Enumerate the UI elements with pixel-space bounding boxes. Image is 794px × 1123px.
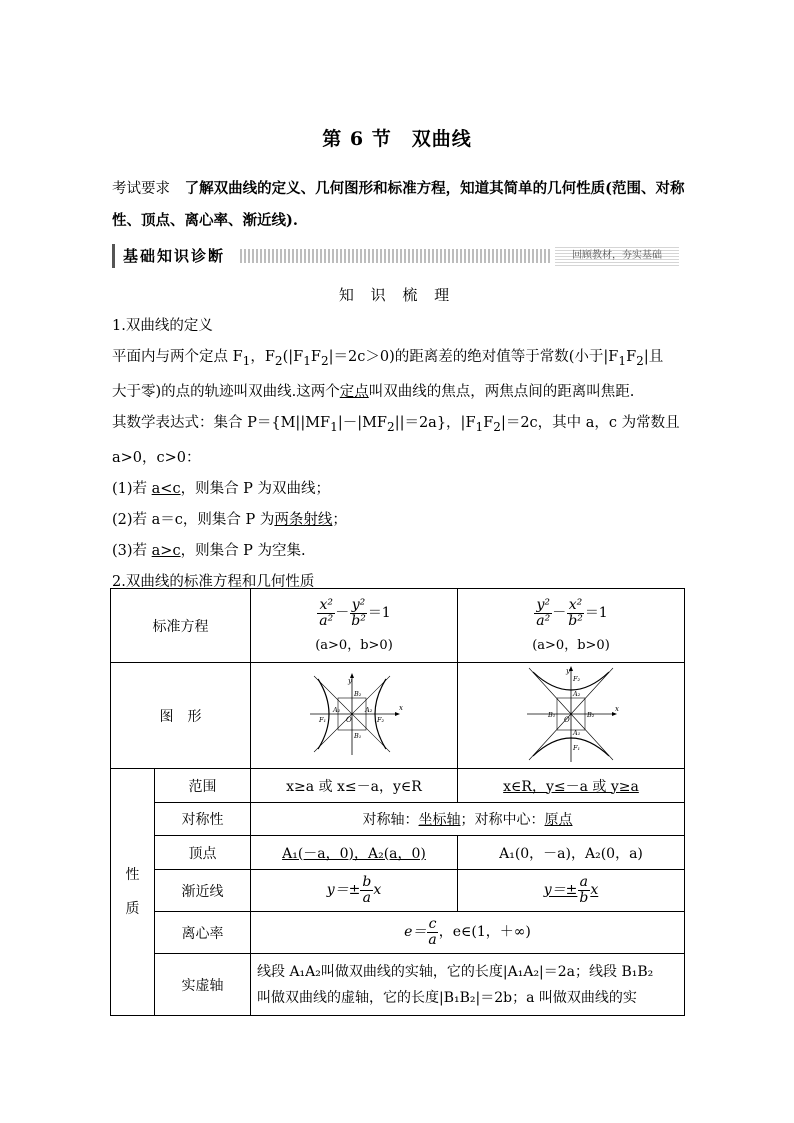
asymptote-horizontal: y＝± $\frac{b}{a}$ x — [251, 870, 458, 912]
svg-text:x: x — [399, 703, 403, 712]
vertical-hyperbola-graph — [521, 664, 621, 764]
exam-req-text: 了解双曲线的定义、几何图形和标准方程，知道其简单的几何性质(范围、对称性、顶点、离心率、渐近线). — [112, 180, 685, 229]
exam-requirements — [112, 173, 687, 237]
figure-vertical-hyperbola — [458, 663, 685, 769]
case-2: (2)若 a＝c，则集合 P 为两条射线； — [112, 511, 347, 528]
definition-line-1: 平面内与两个定点 $F_1$，$F_2(|F_1F_2|=2c>0)$的距离差的绝对值等于常数(小于$|F_1F_2|$且 — [112, 349, 664, 368]
axes-value: 线段 A₁A₂叫做双曲线的实轴，它的长度|A₁A₂|＝2a；线段 B₁B₂ 叫做双曲线的虚轴，它的长度|B₁B₂|＝2b；a 叫做双曲线的实 — [251, 954, 685, 1016]
svg-text:A₂: A₂ — [573, 689, 581, 698]
svg-text:B₂: B₂ — [354, 689, 362, 698]
range-horizontal: x≥a 或 x≤－a，y∈R — [251, 769, 458, 803]
label-asymptote: 渐近线 — [155, 870, 251, 912]
label-range: 范围 — [155, 769, 251, 803]
row-symmetry — [111, 803, 685, 836]
definition-section — [112, 311, 692, 598]
svg-text:B₁: B₁ — [548, 710, 556, 719]
label-figure: 图 形 — [111, 663, 251, 769]
case-3: (3)若 a>c，则集合 P 为空集. — [112, 542, 306, 559]
row-asymptote — [111, 870, 685, 912]
row-axes — [111, 954, 685, 1016]
row-figure — [111, 663, 685, 769]
symmetry-value: 对称轴：坐标轴；对称中心：原点 — [251, 803, 685, 836]
svg-text:A₂: A₂ — [365, 705, 373, 714]
case-1: (1)若 a<c，则集合 P 为双曲线； — [112, 480, 331, 497]
label-vertex: 顶点 — [155, 836, 251, 870]
row-eccentricity — [111, 912, 685, 954]
asymptote-vertical: y＝± $\frac{a}{b}$ x — [458, 870, 685, 912]
page-title: 第 6 节 双曲线 — [322, 128, 472, 150]
svg-text:B₁: B₁ — [354, 731, 362, 740]
svg-text:F₁: F₁ — [573, 743, 581, 752]
svg-text:A₁: A₁ — [333, 705, 341, 714]
label-symmetry: 对称性 — [155, 803, 251, 836]
equation-vertical: $\frac{\text{y²}}{\text{a²}}$ － $\frac{\text{x²}}{\text{b²}}$ ＝1 (a>0，b>0) — [458, 589, 685, 663]
definition-line-2: 大于零)的点的轨迹叫双曲线.这两个定点叫双曲线的焦点，两焦点间的距离叫焦距. — [112, 383, 635, 400]
figure-horizontal-hyperbola — [251, 663, 458, 769]
section-banner — [112, 244, 679, 268]
definition-heading: 1.双曲线的定义 — [112, 318, 213, 334]
row-range — [111, 769, 685, 803]
vertex-vertical: A₁(0，－a)，A₂(0，a) — [458, 836, 685, 870]
svg-text:x: x — [615, 704, 619, 713]
banner-note: 回顾教材，夯实基础 — [555, 246, 679, 266]
hyperbola-properties-table — [110, 588, 685, 1016]
range-vertical: x∈R，y≤－a 或 y≥a — [458, 769, 685, 803]
row-standard-equation — [111, 589, 685, 663]
horizontal-hyperbola-graph — [304, 671, 404, 757]
vertex-horizontal: A₁(－a，0)，A₂(a，0) — [251, 836, 458, 870]
svg-text:B₂: B₂ — [587, 710, 595, 719]
svg-text:F₁: F₁ — [319, 715, 327, 724]
label-properties: 性 质 — [111, 769, 155, 1016]
row-vertex — [111, 836, 685, 870]
definition-line-3: 其数学表达式：集合 $P=\{M||MF_1|-|MF_2||=2a\}$，$|F_1F_2|=2c$，其中 a，c 为常数且 — [112, 414, 680, 434]
properties-heading: 2.双曲线的标准方程和几何性质 — [112, 573, 315, 590]
label-axes: 实虚轴 — [155, 954, 251, 1016]
exam-req-label: 考试要求 — [112, 181, 170, 197]
svg-text:F₂: F₂ — [573, 674, 581, 683]
label-eccentricity: 离心率 — [155, 912, 251, 954]
svg-text:O: O — [564, 715, 570, 724]
svg-text:A₁: A₁ — [573, 728, 581, 737]
svg-text:F₂: F₂ — [377, 715, 385, 724]
section-title: 知 识 梳 理 — [338, 286, 456, 304]
banner-stripes — [240, 249, 551, 263]
svg-text:y: y — [566, 666, 570, 675]
equation-horizontal: $\frac{\text{x²}}{\text{a²}}$ － $\frac{\text{y²}}{\text{b²}}$ ＝1 (a>0，b>0) — [251, 589, 458, 663]
label-standard-equation: 标准方程 — [111, 589, 251, 663]
svg-text:O: O — [346, 715, 352, 724]
definition-line-4: a>0，c>0： — [112, 449, 201, 466]
banner-tag: 基础知识诊断 — [112, 244, 231, 268]
svg-text:y: y — [348, 676, 352, 685]
eccentricity-value: e＝ $\frac{c}{a}$ ，e∈(1，＋∞) — [251, 912, 685, 954]
